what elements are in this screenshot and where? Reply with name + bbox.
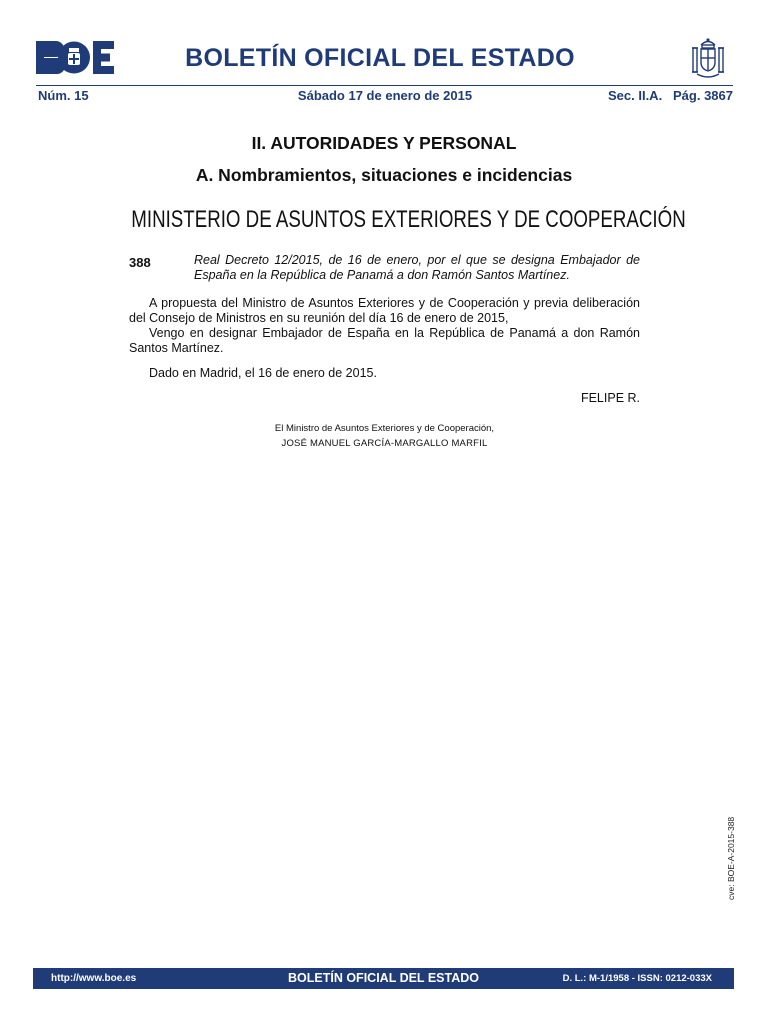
decree-number: 388: [129, 255, 151, 270]
section-page: Sec. II.A. Pág. 3867: [607, 88, 733, 103]
footer-legal-deposit: D. L.: M-1/1958 - ISSN: 0212-033X: [562, 973, 712, 984]
decree-dated: [129, 366, 640, 381]
header-divider: [36, 85, 733, 86]
section-title: II. AUTORIDADES Y PERSONAL: [251, 133, 517, 153]
minister-role: El Ministro de Asuntos Exteriores y de Cooperación,: [274, 423, 495, 434]
paragraph-proposal: A propuesta del Ministro de Asuntos Exteriores y de Cooperación y previa deliberación del Consejo de Ministros en su reunión del día 16 de enero de 2015,: [129, 296, 640, 325]
issue-date: Sábado 17 de enero de 2015: [297, 88, 473, 103]
ministry-heading: MINISTERIO DE ASUNTOS EXTERIORES Y DE COOPERACIÓN: [131, 206, 686, 233]
paragraph-date: Dado en Madrid, el 16 de enero de 2015.: [149, 366, 377, 380]
paragraph-designation: Vengo en designar Embajador de España en la República de Panamá a don Ramón Santos Martínez.: [129, 326, 640, 355]
section-subtitle: A. Nombramientos, situaciones e incidencias: [195, 165, 573, 185]
minister-name: JOSÉ MANUEL GARCÍA-MARGALLO MARFIL: [281, 438, 488, 449]
cve-code: cve: BOE-A-2015-388: [726, 816, 736, 900]
decree-title: Real Decreto 12/2015, de 16 de enero, por el que se designa Embajador de España en la República de Panamá a don Ramón Santos Martínez.: [194, 253, 640, 282]
royal-signature: FELIPE R.: [580, 391, 640, 405]
decree-body: [129, 296, 640, 356]
footer-title: BOLETÍN OFICIAL DEL ESTADO: [288, 971, 479, 985]
gazette-title: BOLETÍN OFICIAL DEL ESTADO: [185, 44, 575, 72]
boe-logo: [36, 41, 114, 74]
footer-url-link[interactable]: http://www.boe.es: [51, 973, 137, 984]
footer-bar: [33, 968, 734, 989]
coat-of-arms-icon: [690, 36, 726, 80]
issue-number: Núm. 15: [38, 88, 89, 103]
